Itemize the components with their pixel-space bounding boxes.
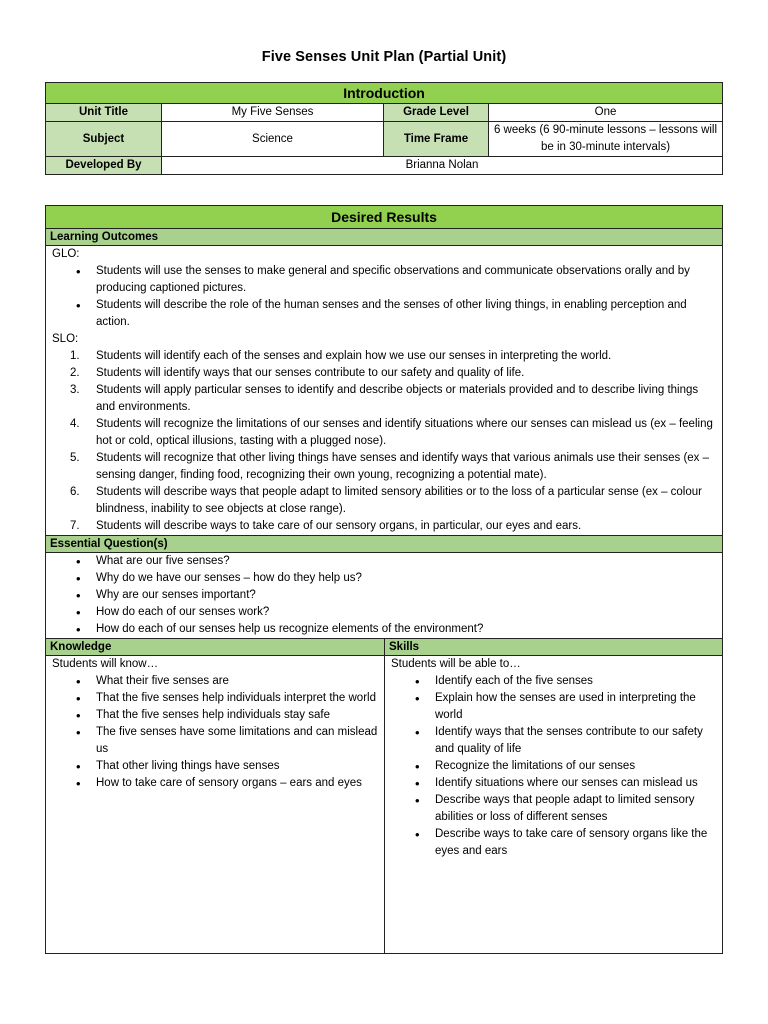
slo-number: 1.	[70, 350, 80, 362]
knowledge-list	[50, 673, 380, 792]
skills-label: Skills	[385, 639, 723, 656]
unit-title-value: My Five Senses	[162, 104, 384, 122]
slo-item	[50, 416, 718, 450]
skills-cell	[385, 656, 723, 954]
introduction-heading: Introduction	[46, 83, 723, 104]
skill-item: • Recognize the limitations of our senses	[389, 758, 718, 775]
slo-item	[50, 348, 718, 365]
slo-number: 6.	[70, 486, 80, 498]
grade-level-value: One	[489, 104, 723, 122]
glo-list	[50, 263, 718, 331]
slo-number: 2.	[70, 367, 80, 379]
glo-item: • Students will describe the role of the human senses and the senses of other living things, in enabling perception and action.	[50, 297, 718, 331]
essential-question-item: • Why do we have our senses – how do they help us?	[50, 570, 718, 587]
slo-item	[50, 484, 718, 518]
slo-label: SLO:	[52, 333, 79, 345]
slo-number: 5.	[70, 452, 80, 464]
knowledge-item: • The five senses have some limitations and can mislead us	[50, 724, 380, 758]
skill-item: • Describe ways that people adapt to limited sensory abilities or loss of different senses	[389, 792, 718, 826]
essential-questions-cell	[46, 553, 723, 639]
desired-results-table	[45, 205, 723, 954]
knowledge-item: • That the five senses help individuals interpret the world	[50, 690, 380, 707]
slo-list	[50, 348, 718, 535]
unit-title-label: Unit Title	[46, 104, 162, 122]
time-frame-label: Time Frame	[384, 122, 489, 157]
knowledge-item: • That the five senses help individuals stay safe	[50, 707, 380, 724]
slo-text: Students will describe ways that people adapt to limited sensory abilities or to the loss of a particular sense (ex – colour blindness, inability to see objects at close range).	[96, 486, 702, 515]
slo-text: Students will recognize the limitations of our senses and identify situations where our senses can mislead us (ex – feeling hot or cold, optical illusions, tasting with a plugged nose).	[96, 418, 713, 447]
essential-question-item: • How do each of our senses work?	[50, 604, 718, 621]
essential-question-item: • What are our five senses?	[50, 553, 718, 570]
essential-questions-list	[50, 553, 718, 638]
slo-item	[50, 518, 718, 535]
knowledge-label: Knowledge	[46, 639, 385, 656]
essential-questions-label: Essential Question(s)	[46, 536, 723, 553]
skills-intro: Students will be able to…	[391, 658, 521, 670]
slo-text: Students will describe ways to take care of our sensory organs, in particular, our eyes and ears.	[96, 520, 582, 532]
slo-text: Students will identify each of the senses and explain how we use our senses in interpreting the world.	[96, 350, 612, 362]
slo-number: 4.	[70, 418, 80, 430]
skill-item: • Identify each of the five senses	[389, 673, 718, 690]
skill-item: • Identify situations where our senses can mislead us	[389, 775, 718, 792]
subject-value: Science	[162, 122, 384, 157]
essential-question-item: • Why are our senses important?	[50, 587, 718, 604]
time-frame-value: 6 weeks (6 90-minute lessons – lessons will be in 30-minute intervals)	[489, 122, 723, 157]
slo-item	[50, 450, 718, 484]
skills-list	[389, 673, 718, 860]
essential-question-item: • How do each of our senses help us recognize elements of the environment?	[50, 621, 718, 638]
knowledge-intro: Students will know…	[52, 658, 159, 670]
desired-results-heading: Desired Results	[46, 206, 723, 229]
page-title: Five Senses Unit Plan (Partial Unit)	[261, 49, 507, 65]
knowledge-cell	[46, 656, 385, 954]
skill-item: • Identify ways that the senses contribute to our safety and quality of life	[389, 724, 718, 758]
learning-outcomes-label: Learning Outcomes	[46, 229, 723, 246]
slo-text: Students will apply particular senses to identify and describe objects or materials provided and to describe living things and environments.	[96, 384, 699, 413]
grade-level-label: Grade Level	[384, 104, 489, 122]
skill-item: • Describe ways to take care of sensory organs like the eyes and ears	[389, 826, 718, 860]
glo-label: GLO:	[52, 248, 80, 260]
subject-label: Subject	[46, 122, 162, 157]
slo-number: 3.	[70, 384, 80, 396]
slo-item	[50, 382, 718, 416]
knowledge-item: • What their five senses are	[50, 673, 380, 690]
slo-text: Students will recognize that other living things have senses and identify ways that various animals use their senses (ex – sensing danger, finding food, recognizing their own young, recognizing a potential mate).	[96, 452, 710, 481]
glo-item: • Students will use the senses to make general and specific observations and communicate observations orally and by producing captioned pictures.	[50, 263, 718, 297]
introduction-table	[45, 82, 723, 175]
developed-by-label: Developed By	[46, 157, 162, 175]
developed-by-value: Brianna Nolan	[162, 157, 723, 175]
skill-item: • Explain how the senses are used in interpreting the world	[389, 690, 718, 724]
slo-item	[50, 365, 718, 382]
knowledge-item: • That other living things have senses	[50, 758, 380, 775]
slo-text: Students will identify ways that our senses contribute to our safety and quality of life.	[96, 367, 525, 379]
slo-number: 7.	[70, 520, 80, 532]
learning-outcomes-cell	[46, 246, 723, 536]
knowledge-item: • How to take care of sensory organs – ears and eyes	[50, 775, 380, 792]
